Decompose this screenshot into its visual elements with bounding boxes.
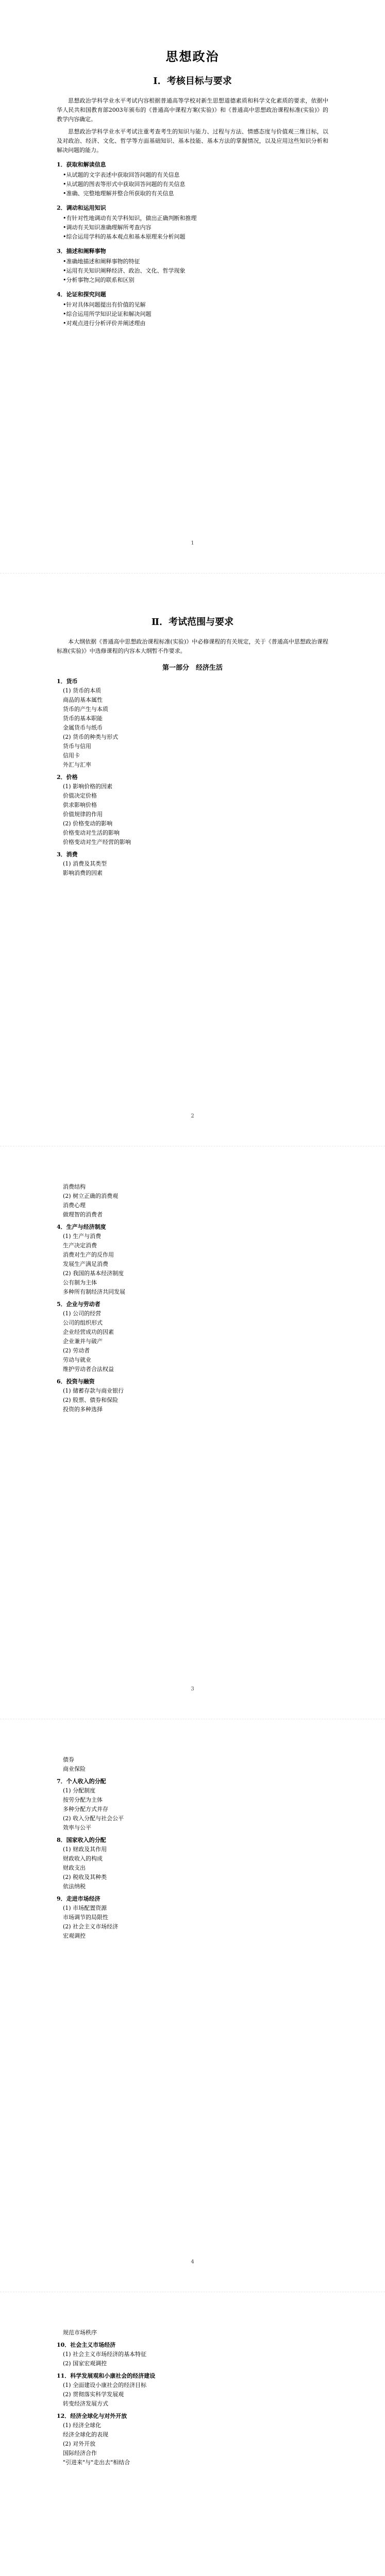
outline-list <box>57 677 328 878</box>
outline-item: 价格变动对生产经营的影响 <box>63 839 131 845</box>
list-item: •从试题的文字表述中获取回答问题的有关信息 <box>63 172 180 178</box>
outline-item: 企业兼并与破产 <box>63 1338 103 1345</box>
outline-item: 多种分配方式并存 <box>63 1806 108 1812</box>
outline-item: 财政收入的构成 <box>63 1855 103 1862</box>
subheading: 3．描述和阐释事物 <box>57 248 106 255</box>
outline-list <box>57 1182 328 1414</box>
page-number: 2 <box>191 1113 194 1119</box>
outline-item: 商业保险 <box>63 1766 86 1772</box>
outline-item: (1) 消费及其类型 <box>63 860 107 867</box>
outline-item: (2) 税收及其种类 <box>63 1874 107 1880</box>
outline-heading: 2．价格 <box>57 774 78 781</box>
document-page-4 <box>0 1719 385 2285</box>
outline-item: 货币的产生与本质 <box>63 706 108 713</box>
outline-item: 市场调节的局限性 <box>63 1914 108 1921</box>
outline-item: (2) 收入分配与社会公平 <box>63 1815 124 1822</box>
outline-item: 投资的多种选择 <box>63 1406 103 1413</box>
outline-item: 规范市场秩序 <box>63 2329 97 2336</box>
document-page-5 <box>0 2292 385 2576</box>
list-item: •从试题的图表等形式中获取回答问题的有关信息 <box>63 181 186 188</box>
outline-heading: 10．社会主义市场经济 <box>57 2342 116 2348</box>
outline-item: 财政支出 <box>63 1865 86 1871</box>
outline-item: 供求影响价格 <box>63 802 97 808</box>
outline-item: 外汇与汇率 <box>63 761 91 768</box>
subheading: 2．调动和运用知识 <box>57 205 106 211</box>
outline-heading: 12．经济全球化与对外开放 <box>57 2413 127 2419</box>
outline-item: (1) 储蓄存款与商业银行 <box>63 1387 124 1394</box>
outline-item: (1) 社会主义市场经济的基本特征 <box>63 2351 147 2358</box>
outline-item: 价值规律的作用 <box>63 811 103 818</box>
outline-heading: 9．走进市场经济 <box>57 1895 101 1902</box>
outline-item: (2) 对外开放 <box>63 2441 96 2447</box>
outline-heading: 6．投资与融资 <box>57 1378 95 1385</box>
section-title: Ⅱ．考试范围与要求 <box>151 617 234 628</box>
part-title: 第一部分 经济生活 <box>162 664 223 672</box>
list-item: •有针对性地调动有关学科知识，做出正确判断和推理 <box>63 215 197 222</box>
outline-item: (1) 公司的经营 <box>63 1310 102 1317</box>
list-item: •运用有关知识阐释经济、政治、文化、哲学现象 <box>63 267 186 274</box>
outline-item: (1) 全面建设小康社会的经济目标 <box>63 2382 147 2388</box>
outline-item: 按劳分配为主体 <box>63 1797 103 1803</box>
outline-item: 消费对生产的反作用 <box>63 1251 114 1258</box>
paragraph: 思想政治学科学业水平考试注重考查考生的知识与能力、过程与方法、情感态度与价值观三维目标，以及对政治、经济、文化、哲学等方面基础知识、基本技能、基本方法的掌握情况，以及应用这些知识分析和解决问题的能力。 <box>57 128 328 154</box>
outline-item: (1) 市场配置资源 <box>63 1905 107 1911</box>
outline-item: (2) 贯彻落实科学发展观 <box>63 2391 124 2398</box>
paragraph: 本大纲依据《普通高中思想政治课程标准(实验)》中必修课程的有关规定，关于《普通高中思想政治课程标准(实验)》中选修课程的内容本大纲暂不作要求。 <box>57 638 328 654</box>
outline-item: (1) 货币的本质 <box>63 687 102 694</box>
outline-item: (2) 树立正确的消费观 <box>63 1193 119 1199</box>
outline-heading: 8．国家收入的分配 <box>57 1837 106 1843</box>
outline-item: (2) 价格变动的影响 <box>63 820 113 827</box>
outline-item: 影响消费的因素 <box>63 870 103 876</box>
page-number: 3 <box>191 1686 194 1692</box>
document-title: 思想政治 <box>165 49 220 64</box>
outline-heading: 11．科学发展观和小康社会的经济建设 <box>57 2372 156 2379</box>
outline-list <box>57 1755 328 1941</box>
outline-item: 经济全球化的表现 <box>63 2431 108 2438</box>
outline-item: 信用卡 <box>63 752 80 759</box>
outline-item: 效率与公平 <box>63 1824 91 1831</box>
outline-item: 国际经济合作 <box>63 2450 97 2456</box>
document-page-3 <box>0 1146 385 1713</box>
outline-item: (1) 生产与消费 <box>63 1233 102 1240</box>
outline-item: 货币与信用 <box>63 743 91 750</box>
outline-list <box>57 2328 328 2467</box>
outline-item: 宏观调控 <box>63 1933 86 1939</box>
outline-item: 公司的组织形式 <box>63 1319 103 1326</box>
outline-item: 债券 <box>63 1756 74 1763</box>
outline-item: 公有制为主体 <box>63 1279 97 1286</box>
outline-item: 消费心理 <box>63 1202 86 1209</box>
paragraph: 思想政治学科学业水平考试内容根据普通高等学校对新生思想道德素质和科学文化素质的要求，依据中华人民共和国教育部2003年颁布的《普通高中课程方案(实验)》和《普通高中思想政治课程标准(实验)》的教学内容确定。 <box>57 97 328 123</box>
outline-heading: 3．消费 <box>57 851 78 858</box>
outline-item: (2) 我国的基本经济制度 <box>63 1270 124 1277</box>
outline-item: 消费结构 <box>63 1183 86 1190</box>
outline-item: (2) 货币的种类与形式 <box>63 734 119 740</box>
list-item: •调动有关知识准确理解所考查内容 <box>63 224 152 231</box>
outline-item: 货币的基本职能 <box>63 715 103 722</box>
list-item: •准确地描述和阐释事物的特征 <box>63 258 140 265</box>
outline-item: (1) 分配制度 <box>63 1787 96 1794</box>
subheading: 4．论证和探究问题 <box>57 291 106 298</box>
outline-item: (2) 国家宏观调控 <box>63 2360 107 2367</box>
page-number: 1 <box>191 540 194 546</box>
outline-item: 价格变动对生活的影响 <box>63 829 120 836</box>
outline-heading: 7．个人收入的分配 <box>57 1778 106 1785</box>
outline-item: 做理智的消费者 <box>63 1211 103 1218</box>
section-title: Ⅰ．考核目标与要求 <box>153 76 232 87</box>
outline-item: 商品的基本属性 <box>63 697 103 703</box>
outline-item: 生产决定消费 <box>63 1242 97 1249</box>
outline-item: (1) 影响价格的因素 <box>63 783 113 790</box>
outline-heading: 4．生产与经济制度 <box>57 1224 106 1230</box>
outline-item: 劳动与就业 <box>63 1357 91 1363</box>
outline-item: 发展生产满足消费 <box>63 1261 108 1267</box>
outline-item: 依法纳税 <box>63 1883 86 1890</box>
outline-item: 多种所有制经济共同发展 <box>63 1289 125 1295</box>
list-item: •准确、完整地理解并整合所获取的有关信息 <box>63 190 174 197</box>
subheading: 1．获取和解读信息 <box>57 161 106 168</box>
outline-item: 转变经济发展方式 <box>63 2400 108 2407</box>
outline-item: "引进来"与"走出去"相结合 <box>63 2459 130 2466</box>
list-item: •对观点进行分析评价并阐述理由 <box>63 320 146 327</box>
outline-item: 企业经营成功的因素 <box>63 1329 114 1335</box>
list-item: •分析事物之间的联系和区别 <box>63 277 135 283</box>
list-item: •针对具体问题提出有价值的见解 <box>63 301 146 308</box>
outline-item: (2) 社会主义市场经济 <box>63 1923 119 1930</box>
outline-item: (1) 财政及其作用 <box>63 1846 107 1853</box>
list-item: •综合运用所学知识论证和解决问题 <box>63 311 152 317</box>
page-number: 4 <box>191 2259 194 2265</box>
document-page-2 <box>0 573 385 1140</box>
outline-item: (2) 股票、债券和保险 <box>63 1397 119 1403</box>
outline-heading: 1．货币 <box>57 678 78 685</box>
list-item: •综合运用学科的基本观点和基本原理来分析问题 <box>63 233 186 240</box>
outline-item: (2) 劳动者 <box>63 1347 90 1354</box>
document-page-1 <box>0 0 385 567</box>
outline-item: 价值决定价格 <box>63 792 97 799</box>
outline-item: 维护劳动者合法权益 <box>63 1366 114 1372</box>
outline-item: (1) 经济全球化 <box>63 2422 102 2429</box>
outline-heading: 5．企业与劳动者 <box>57 1301 101 1308</box>
outline-item: 金属货币与纸币 <box>63 724 103 731</box>
